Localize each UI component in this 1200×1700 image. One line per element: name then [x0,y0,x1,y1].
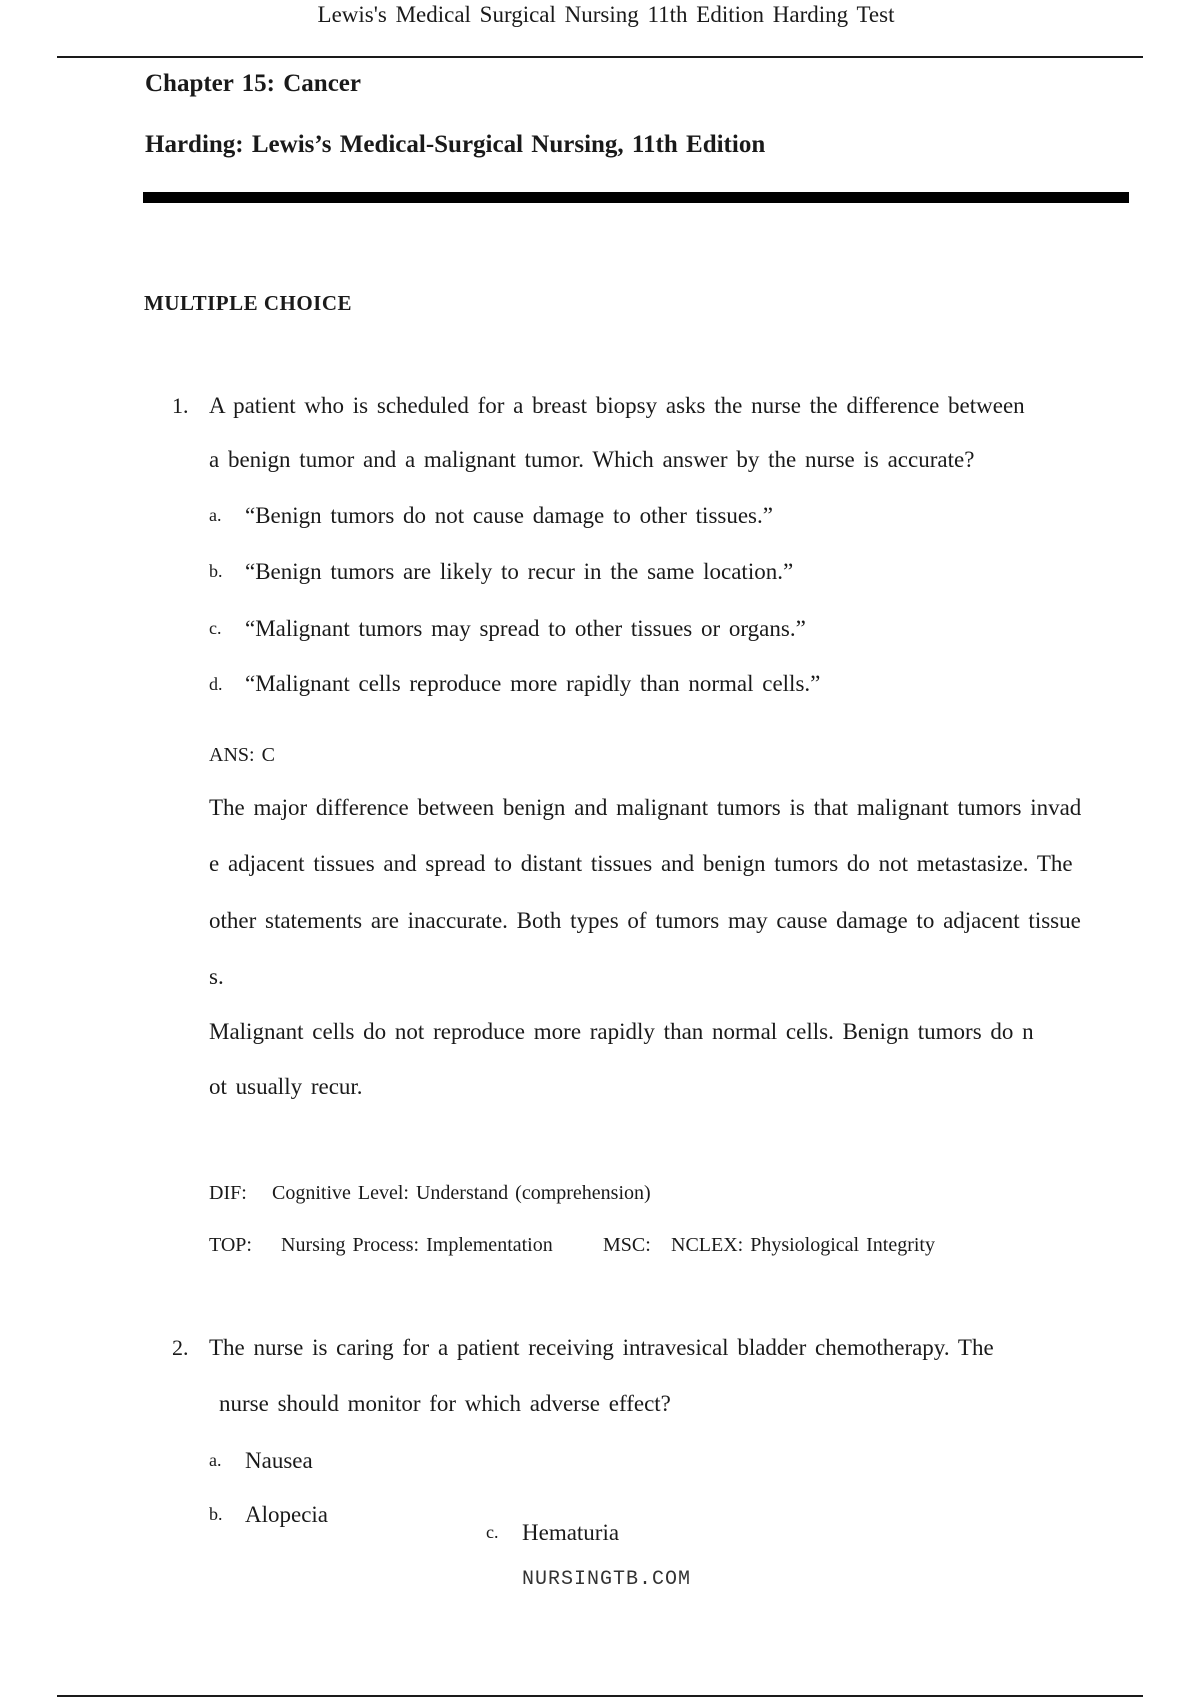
rationale-line: ot usually recur. [209,1074,363,1099]
option-letter: b. [209,561,223,581]
watermark-text: NURSINGTB.COM [522,1568,692,1591]
question-stem-line: a benign tumor and a malignant tumor. Which answer by the nurse is accurate? [209,447,975,472]
top-label: TOP: [209,1234,252,1256]
rationale-line: s. [209,964,224,989]
option-a: Nausea [245,1448,313,1473]
option-letter: c. [209,618,222,638]
option-letter: d. [209,674,223,694]
option-b: Alopecia [245,1502,329,1527]
rationale-line: e adjacent tissues and spread to distant tissues and benign tumors do not metastasize. The [209,851,1073,876]
running-header: Lewis's Medical Surgical Nursing 11th Edition Harding Test [317,2,895,27]
rationale-line: other statements are inaccurate. Both types of tumors may cause damage to adjacent tissue [209,908,1081,933]
header-rule [57,56,1143,58]
dif-label: DIF: [209,1182,247,1204]
option-a: “Benign tumors do not cause damage to other tissues.” [245,503,773,528]
option-c: “Malignant tumors may spread to other tissues or organs.” [245,616,806,641]
question-number: 2. [172,1335,189,1360]
dif-value: Cognitive Level: Understand (comprehension) [272,1182,651,1204]
rationale-line: The major difference between benign and malignant tumors is that malignant tumors invad [209,795,1082,820]
question-number: 1. [172,393,189,418]
answer-key: ANS: C [209,744,275,766]
question-stem-line: nurse should monitor for which adverse effect? [219,1391,671,1416]
option-letter: a. [209,1450,222,1470]
question-stem-line: The nurse is caring for a patient receiving intravesical bladder chemotherapy. The [209,1335,994,1360]
question-stem-line: A patient who is scheduled for a breast biopsy asks the nurse the difference between [209,393,1025,418]
chapter-title: Chapter 15: Cancer [145,70,361,97]
section-heading: MULTIPLE CHOICE [144,291,353,315]
footer-rule [57,1695,1143,1697]
option-letter: a. [209,505,222,525]
msc-value: NCLEX: Physiological Integrity [671,1234,935,1256]
book-title: Harding: Lewis’s Medical-Surgical Nursing, 11th Edition [145,131,766,158]
top-value: Nursing Process: Implementation [281,1234,553,1256]
option-letter: b. [209,1504,223,1524]
option-b: “Benign tumors are likely to recur in the same location.” [245,559,794,584]
option-letter: c. [486,1522,499,1542]
msc-label: MSC: [603,1234,651,1256]
rationale-line: Malignant cells do not reproduce more rapidly than normal cells. Benign tumors do n [209,1019,1034,1044]
option-d: “Malignant cells reproduce more rapidly than normal cells.” [245,671,821,696]
title-divider-bar [143,192,1129,203]
option-c: Hematuria [522,1520,620,1545]
